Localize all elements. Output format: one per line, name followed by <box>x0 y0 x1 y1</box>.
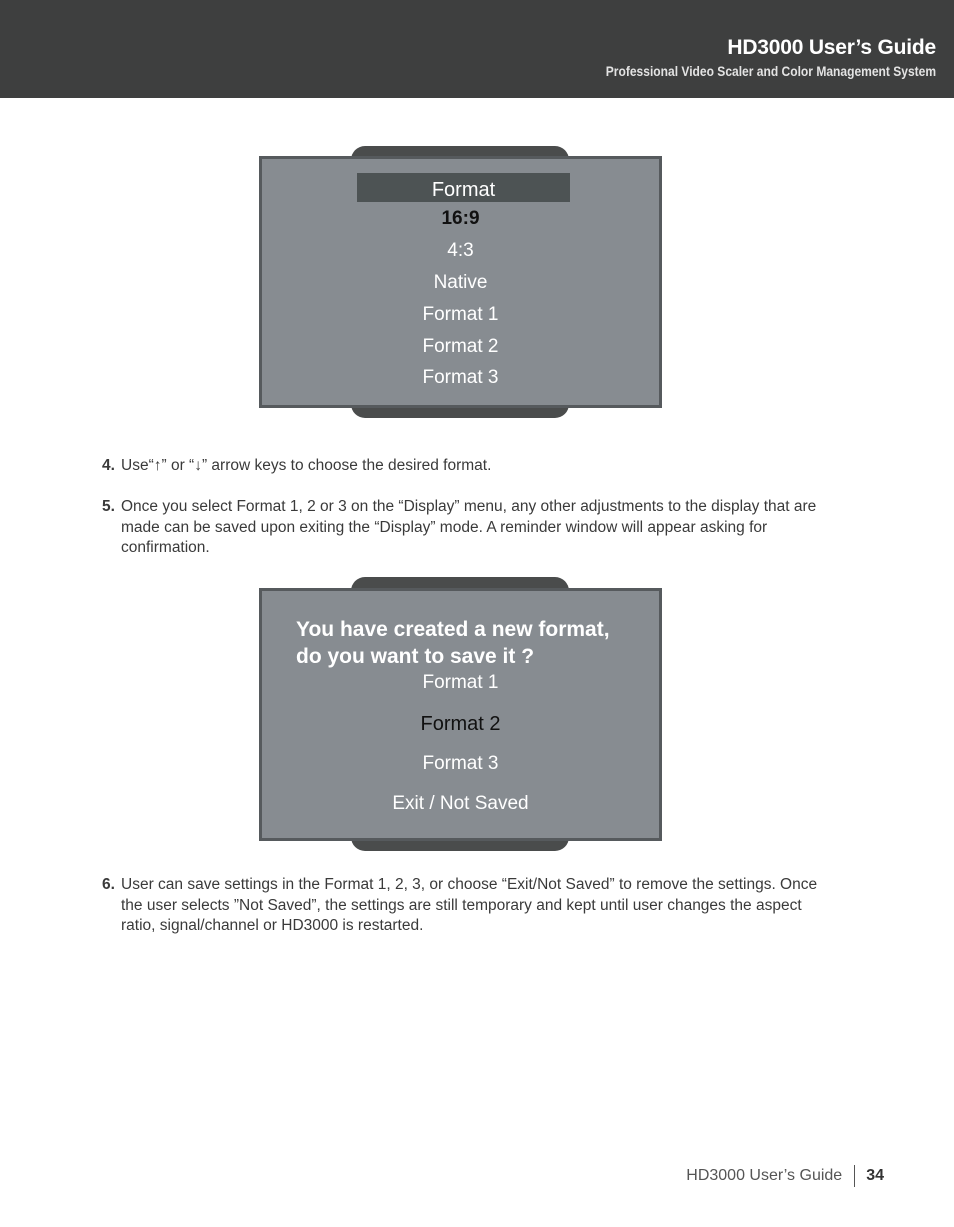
step-number: 6. <box>102 876 115 893</box>
step-5 <box>102 497 822 559</box>
save-option-selected: Format 2 <box>420 713 501 735</box>
step-text: Use“↑” or “↓” arrow keys to choose the desired format. <box>121 457 492 474</box>
format-option: Format 2 <box>422 336 499 357</box>
save-prompt-line-2: do you want to save it ? <box>296 645 535 668</box>
format-menu-title: Format <box>357 173 570 202</box>
save-prompt <box>296 616 656 670</box>
step-number: 4. <box>102 457 115 474</box>
format-option: Format 3 <box>422 367 499 388</box>
step-6 <box>102 875 822 937</box>
save-option: Format 3 <box>422 753 499 774</box>
step-number: 5. <box>102 498 115 515</box>
save-prompt-line-1: You have created a new format, <box>296 618 610 641</box>
footer-divider <box>854 1165 855 1187</box>
format-menu-screenshot <box>259 146 662 420</box>
step-text: Once you select Format 1, 2 or 3 on the “Display” menu, any other adjustments to the display that are made can be saved upon exiting the “Display” mode. A reminder window will appear asking for confirmation. <box>121 498 817 556</box>
page-number: 34 <box>866 1167 884 1184</box>
save-option: Format 1 <box>422 672 499 693</box>
page-header <box>0 0 954 98</box>
page-footer <box>686 1165 884 1187</box>
format-option-selected: 16:9 <box>441 208 480 229</box>
guide-title: HD3000 User’s Guide <box>727 36 936 59</box>
format-option: Format 1 <box>422 304 499 325</box>
step-4 <box>102 456 822 477</box>
step-text: User can save settings in the Format 1, 2, 3, or choose “Exit/Not Saved” to remove the settings. Once the user selects ”Not Saved”, the settings are still temporary and kept until user changes the aspect ratio, signal/channel or HD3000 is restarted. <box>121 876 818 934</box>
format-option: Native <box>433 272 488 293</box>
footer-label: HD3000 User’s Guide <box>686 1167 843 1184</box>
format-menu-panel <box>259 156 662 408</box>
save-dialog-screenshot <box>259 577 662 852</box>
guide-subtitle: Professional Video Scaler and Color Management System <box>605 63 936 79</box>
save-dialog-panel <box>259 588 662 841</box>
format-option: 4:3 <box>447 240 474 261</box>
save-option: Exit / Not Saved <box>392 793 529 814</box>
